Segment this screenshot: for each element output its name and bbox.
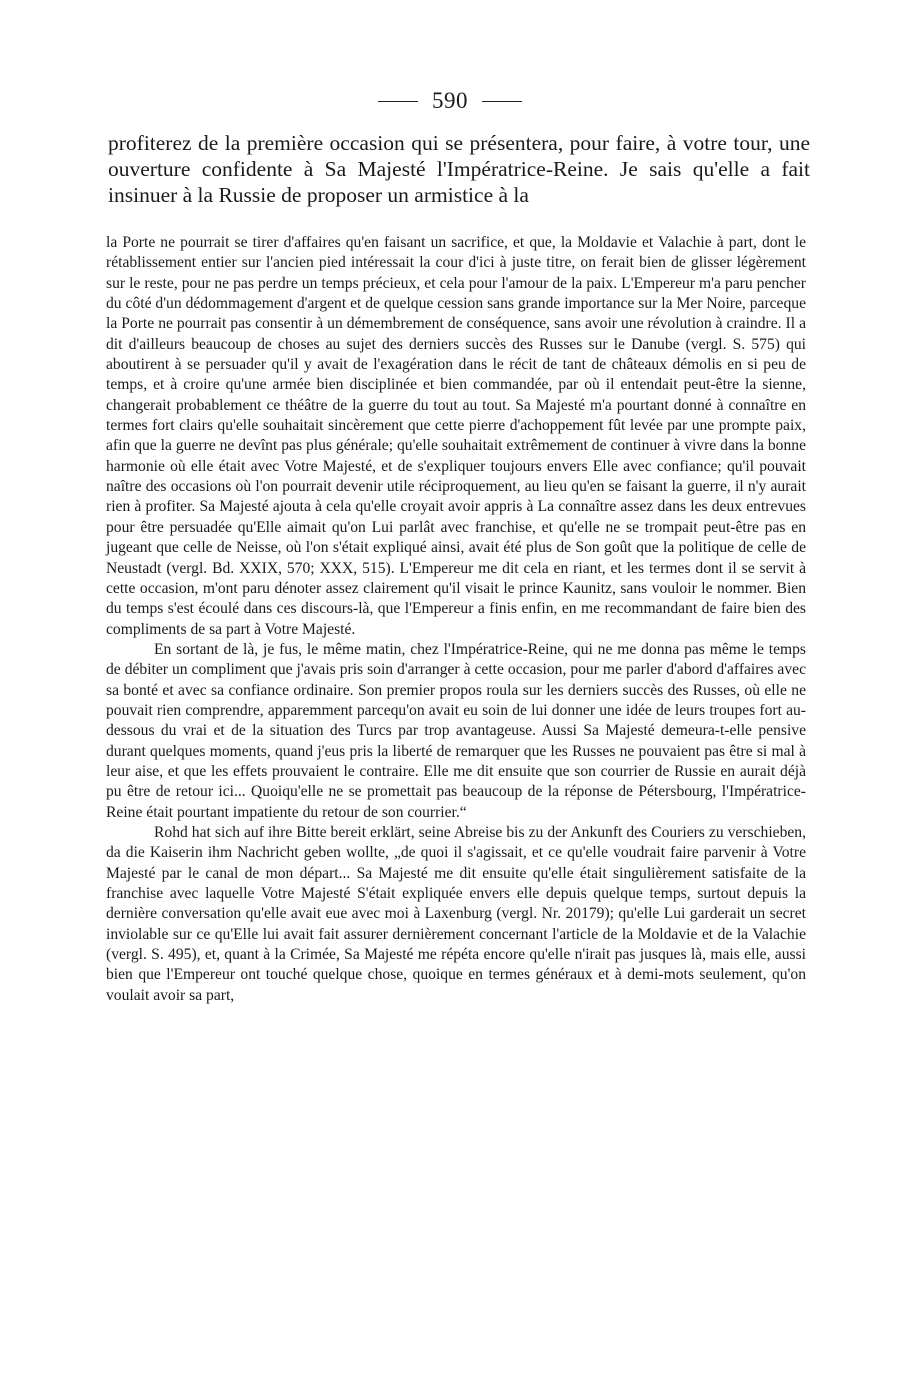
body-paragraph-3: Rohd hat sich auf ihre Bitte bereit erklärt, seine Abreise bis zu der Ankunft des Couriers zu verschieben, da die Kaiserin ihm Nachricht geben wollte, „de quoi il s'agissait, et ce qu'elle voudrait faire parvenir à Votre Majesté par le canal de mon départ... Sa Majesté me dit ensuite qu'elle était singulièrement satisfaite de la franchise avec laquelle Votre Majesté S'était expliquée envers elle depuis quelque temps, surtout depuis la dernière conversation qu'elle avait eue avec moi à Laxenburg (vergl. Nr. 20179); qu'elle Lui garderait un secret inviolable sur ce qu'Elle lui avait fait assurer dernièrement concernant l'article de la Moldavie et de la Valachie (vergl. S. 495), et, quant à la Crimée, Sa Majesté me répéta encore qu'elle n'irait pas jusques là, mais elle, aussi bien que l'Empereur ont touché quelque chose, quoique en termes généraux et à demi-mots seulement, qu'on voulait avoir sa part, [106,823,806,1004]
body-paragraph-1: la Porte ne pourrait se tirer d'affaires qu'en faisant un sacrifice, et que, la Moldavie et Valachie à part, dont le rétablissement entier sur l'ancien pied intéressait la cour d'ici à juste titre, on ferait bien de glisser légèrement sur le reste, pour ne pas perdre un temps précieux, et cela pour l'amour de la paix. L'Empereur m'a paru pencher du côté d'un dédommagement d'argent et de quelque cession sans grande importance sur la Mer Noire, parceque la Porte ne pourrait pas consentir à un démembrement de conséquence, sans avoir une révolution à craindre. Il a dit d'ailleurs beaucoup de choses au sujet des derniers succès des Russes sur le Danube (vergl. S. 575) qui aboutirent à se persuader qu'il y avait de l'exagération dans le récit de tant de châteaux démolis en si peu de temps, et à croire qu'une armée bien disciplinée et bien commandée, par où il entendait peut-être la sienne, changerait probablement ce théâtre de la guerre du tout au tout. Sa Majesté m'a pourtant donné à connaître en termes fort clairs qu'elle souhaitait sincèrement que cette pierre d'achoppement fût levée par une prompte paix, afin que la guerre ne devînt pas plus générale; qu'elle souhaitait extrêmement de continuer à vivre dans la bonne harmonie où elle était avec Votre Majesté, et de s'expliquer toujours envers Elle avec confiance; qu'il pouvait naître des occasions où l'on pourrait devenir utile réciproquement, au lieu qu'en se faisant la guerre, il n'y aurait rien à profiter. Sa Majesté ajouta à cela qu'elle croyait avoir appris à La connaître assez dans les deux entrevues pour être persuadée qu'Elle aimait qu'on Lui parlât avec franchise, et qu'elle ne se trompait peut-être pas en jugeant que celle de Neisse, où l'on s'était expliqué ainsi, avait été plus de Son goût que la politique de celle de Neustadt (vergl. Bd. XXIX, 570; XXX, 515). L'Empereur me dit cela en riant, et les termes dont il se servit à cette occasion, m'ont paru dénoter assez clairement qu'il visait le prince Kaunitz, sans vouloir le nommer. Bien du temps s'est écoulé dans ces discours-là, que l'Empereur a finis enfin, en me recommandant de faire bien des compliments de sa part à Votre Majesté. [106,234,806,638]
body-paragraph-2: En sortant de là, je fus, le même matin, chez l'Impératrice-Reine, qui ne me donna pas même le temps de débiter un compliment que j'avais pris soin d'arranger à cette occasion, pour me parler d'abord d'affaires avec sa bonté et avec sa confiance ordinaire. Son premier propos roula sur les derniers succès des Russes, où elle ne pouvait rien comprendre, apparemment parcequ'on avait eu soin de lui donner une idée de leurs troupes fort au-dessous du vrai et de la situation des Turcs par trop avantageuse. Aussi Sa Majesté demeura-t-elle pensive durant quelques moments, quand j'eus pris la liberté de remarquer que les Russes ne pouvaient pas être si mal à leur aise, et que les effets prouvaient le contraire. Elle me dit ensuite que son courrier de Russie en aurait déjà pu être de retour ici... Quoiqu'elle ne se promettait pas beaucoup de la réponse de Pétersbourg, l'Impératrice-Reine était pourtant impatiente du retour de son courrier.“ [106,640,806,821]
top-paragraph: profiterez de la première occasion qui se présentera, pour faire, à votre tour, une ouverture confidente à Sa Majesté l'Impératrice-Reine. Je sais qu'elle a fait insinuer à la Russie de proposer un armistice à la [108,131,810,207]
header-rule-right [482,101,522,102]
body-text [106,233,806,1006]
page-number: 590 [432,88,468,113]
header-rule-left [378,101,418,102]
page-header [0,88,900,114]
